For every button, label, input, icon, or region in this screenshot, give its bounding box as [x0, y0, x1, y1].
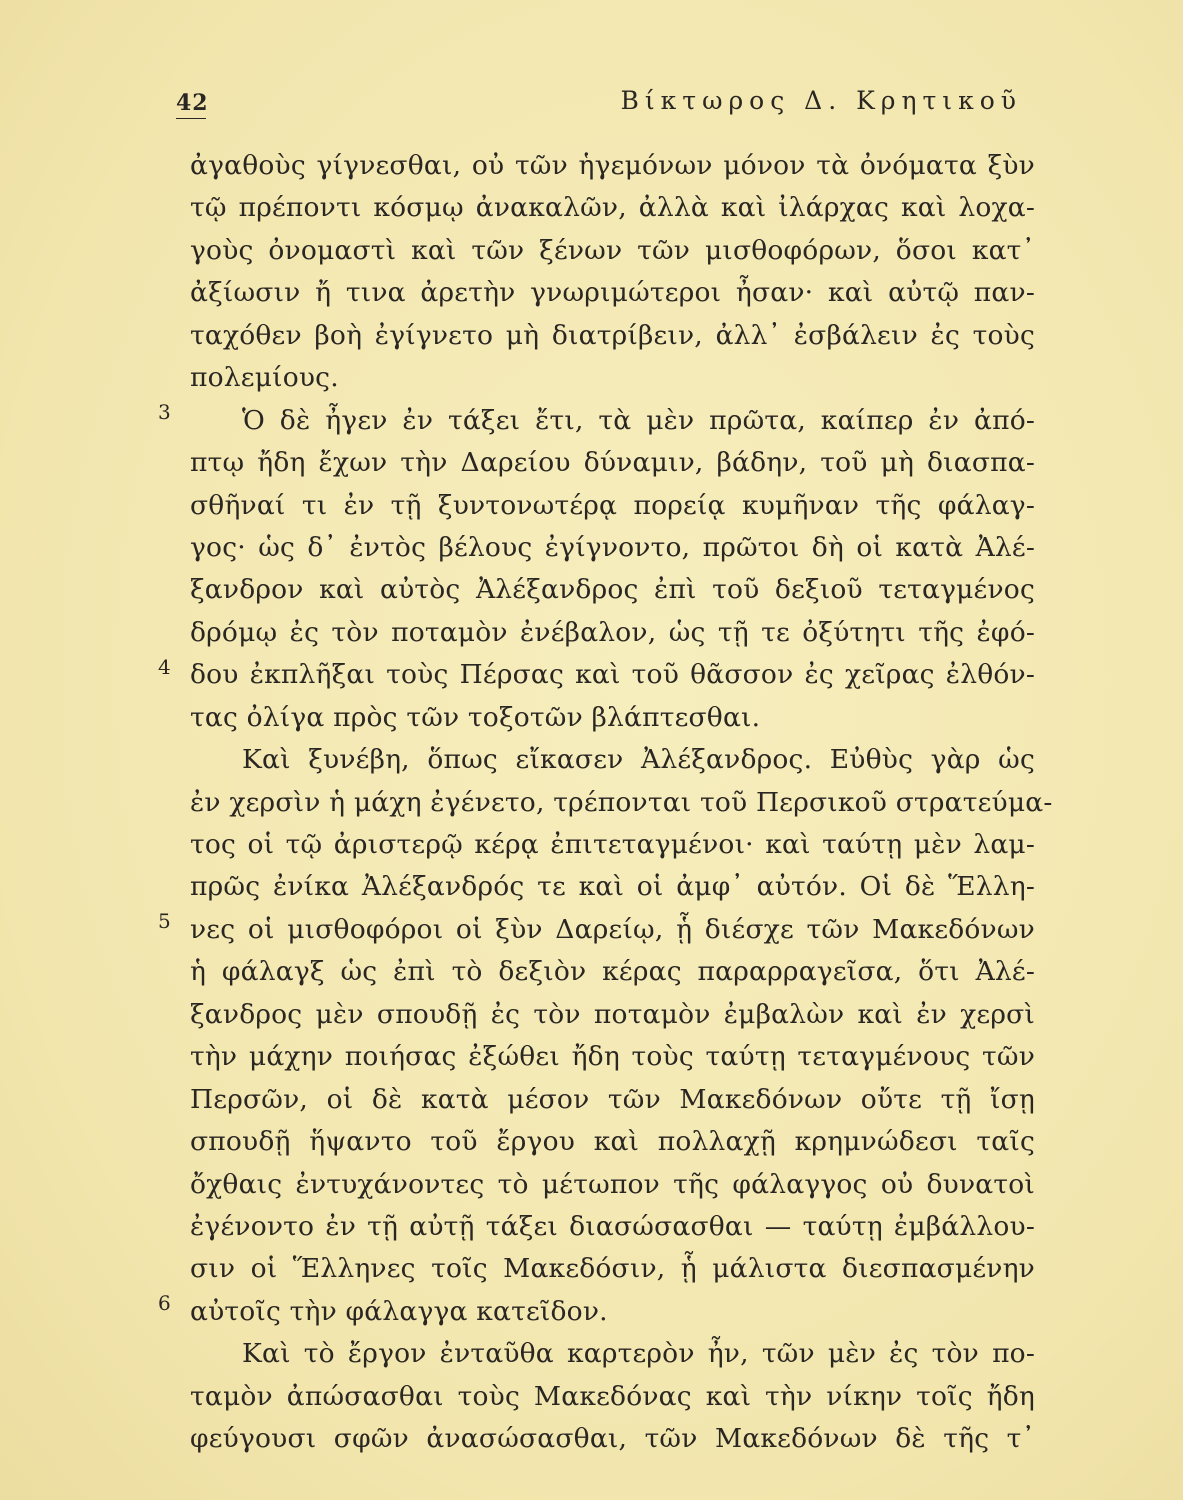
text-line: Περσῶν, οἱ δὲ κατὰ μέσον τῶν Μακεδόνων οὔτε τῇ ἴσῃ [190, 1083, 1035, 1115]
text-line: ἐν χερσὶν ἡ μάχη ἐγένετο, τρέπονται τοῦ Περσικοῦ στρατεύμα- [190, 786, 1053, 818]
running-head: Βίκτωρος Δ. Κρητικοῦ [620, 86, 1022, 115]
text-line: φεύγουσι σφῶν ἀνασώσασθαι, τῶν Μακεδόνων δὲ τῆς τ᾽ [190, 1423, 1035, 1455]
text-line: Καὶ τὸ ἔργον ἐνταῦθα καρτερὸν ἦν, τῶν μὲν ἐς τὸν πο- [242, 1338, 1035, 1370]
text-line: ἀγαθοὺς γίγνεσθαι, οὐ τῶν ἡγεμόνων μόνον τὰ ὀνόματα ξὺν [190, 150, 1035, 181]
section-number: 3 [158, 400, 171, 424]
text-line: τὴν μάχην ποιήσας ἐξώθει ἤδη τοὺς ταύτῃ τεταγμένους τῶν [190, 1041, 1035, 1073]
body-text [190, 145, 1053, 1461]
text-line: γοὺς ὀνομαστὶ καὶ τῶν ξένων τῶν μισθοφόρων, ὅσοι κατ᾽ [190, 234, 1035, 266]
text-line: αὐτοῖς τὴν φάλαγγα κατεῖδον. [190, 1295, 608, 1327]
text-line: γος· ὡς δ᾽ ἐντὸς βέλους ἐγίγνοντο, πρῶτοι δὴ οἱ κατὰ Ἀλέ- [190, 531, 1035, 563]
text-line: ξανδρον καὶ αὐτὸς Ἀλέξανδρος ἐπὶ τοῦ δεξιοῦ τεταγμένος [190, 574, 1035, 606]
text-line: τας ὀλίγα πρὸς τῶν τοξοτῶν βλάπτεσθαι. [190, 701, 761, 733]
text-line: τῷ πρέποντι κόσμῳ ἀνακαλῶν, ἀλλὰ καὶ ἰλάρχας καὶ λοχα- [190, 192, 1035, 224]
page-header [176, 80, 1036, 120]
text-line: ἀξίωσιν ἤ τινα ἀρετὴν γνωριμώτεροι ἦσαν· καὶ αὐτῷ παν- [190, 277, 1035, 309]
text-line: νες οἱ μισθοφόροι οἱ ξὺν Δαρείῳ, ᾗ διέσχε τῶν Μακεδόνων [190, 913, 1035, 945]
text-line: πτῳ ἤδη ἔχων τὴν Δαρείου δύναμιν, βάδην, τοῦ μὴ διασπα- [190, 447, 1035, 479]
text-line: ταμὸν ἀπώσασθαι τοὺς Μακεδόνας καὶ τὴν νίκην τοῖς ἤδη [190, 1380, 1035, 1412]
text-line: σπουδῇ ἥψαντο τοῦ ἔργου καὶ πολλαχῇ κρημνώδεσι ταῖς [190, 1126, 1035, 1158]
text-line: σθῆναί τι ἐν τῇ ξυντονωτέρᾳ πορείᾳ κυμῆναν τῆς φάλαγ- [190, 489, 1035, 521]
text-line: Καὶ ξυνέβη, ὅπως εἴκασεν Ἀλέξανδρος. Εὐθὺς γὰρ ὡς [242, 744, 1035, 776]
text-line: τος οἱ τῷ ἀριστερῷ κέρᾳ ἐπιτεταγμένοι· καὶ ταύτῃ μὲν λαμ- [190, 829, 1035, 860]
text-line: Ὁ δὲ ἦγεν ἐν τάξει ἔτι, τὰ μὲν πρῶτα, καίπερ ἐν ἀπό- [242, 404, 1035, 436]
page-number: 42 [176, 90, 209, 116]
text-line: ξανδρος μὲν σπουδῇ ἐς τὸν ποταμὸν ἐμβαλὼν καὶ ἐν χερσὶ [190, 998, 1035, 1030]
text-line: ὄχθαις ἐντυχάνοντες τὸ μέτωπον τῆς φάλαγγος οὐ δυνατοὶ [190, 1168, 1035, 1200]
section-number: 4 [158, 655, 171, 679]
header-rule [176, 118, 206, 119]
section-number: 6 [158, 1291, 171, 1315]
text-line: πολεμίους. [190, 362, 339, 394]
section-number: 5 [158, 909, 171, 933]
text-line: πρῶς ἐνίκα Ἀλέξανδρός τε καὶ οἱ ἀμφ᾽ αὐτόν. Οἱ δὲ Ἕλλη- [190, 871, 1035, 903]
text-line: ἐγένοντο ἐν τῇ αὐτῇ τάξει διασώσασθαι — ταύτῃ ἐμβάλλου- [190, 1210, 1035, 1242]
text-line: δρόμῳ ἐς τὸν ποταμὸν ἐνέβαλον, ὡς τῇ τε ὀξύτητι τῆς ἐφό- [190, 616, 1035, 648]
text-line: σιν οἱ Ἕλληνες τοῖς Μακεδόσιν, ᾗ μάλιστα διεσπασμένην [190, 1253, 1035, 1285]
text-line: δου ἐκπλῆξαι τοὺς Πέρσας καὶ τοῦ θᾶσσον ἐς χεῖρας ἐλθόν- [190, 659, 1035, 691]
text-line: ταχόθεν βοὴ ἐγίγνετο μὴ διατρίβειν, ἀλλ᾽ ἐσβάλειν ἐς τοὺς [190, 319, 1035, 351]
text-line: ἡ φάλαγξ ὡς ἐπὶ τὸ δεξιὸν κέρας παραρραγεῖσα, ὅτι Ἀλέ- [190, 956, 1035, 988]
